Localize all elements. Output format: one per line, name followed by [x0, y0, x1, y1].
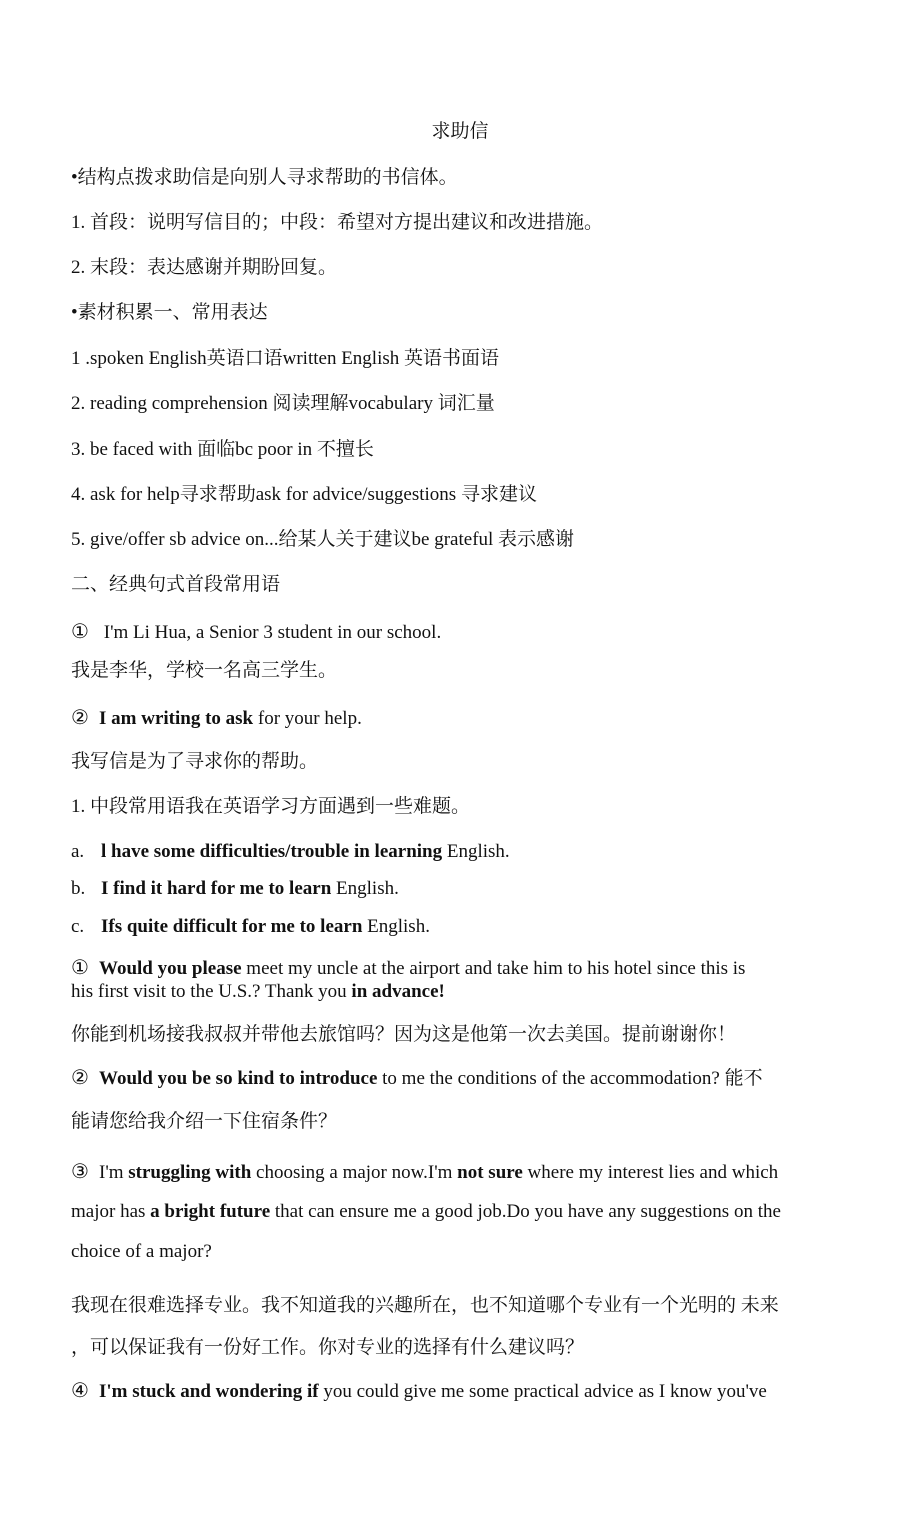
sentence-2-key-phrase: I am writing to ask	[99, 708, 254, 729]
paragraph-3-key-phrase-3: a bright future	[150, 1201, 271, 1222]
paragraph-4-rest: you could give me some practical advice as I know you've	[318, 1381, 767, 1402]
sentence-2	[71, 706, 362, 731]
paragraph-3-key-phrase-1: struggling with	[128, 1162, 252, 1183]
expression-item-1: 1 .spoken English英语口语written English 英语书面语	[71, 348, 500, 369]
option-c-key-phrase: Ifs quite difficult for me to learn	[101, 916, 363, 937]
option-c-label: c.	[71, 916, 85, 937]
paragraph-3-chinese-1: 我现在很难选择专业。我不知道我的兴趣所在，也不知道哪个专业有一个光明的 未来	[71, 1295, 779, 1316]
sentence-2-chinese: 我写信是为了寻求你的帮助。	[71, 751, 319, 772]
paragraph-3-line-1	[71, 1160, 778, 1185]
paragraph-3-text-e: that can ensure me a good job.Do you have any suggestions on the	[270, 1201, 781, 1222]
paragraph-3-key-phrase-2: not sure	[457, 1162, 523, 1183]
option-b	[71, 877, 399, 901]
sentence-2-rest: for your help.	[253, 708, 362, 729]
expression-item-2: 2. reading comprehension 阅读理解vocabulary 词汇量	[71, 393, 495, 414]
structure-heading: •结构点拨求助信是向别人寻求帮助的书信体。	[71, 167, 458, 188]
sentence-1	[71, 620, 441, 645]
paragraph-3-text-d: major has	[71, 1201, 151, 1222]
structure-item-2: 2. 末段：表达感谢并期盼回复。	[71, 257, 338, 278]
paragraph-3-text-a: I'm	[99, 1162, 129, 1183]
sentences-heading: 二、经典句式首段常用语	[71, 574, 281, 595]
paragraph-4-key-phrase: I'm stuck and wondering if	[99, 1381, 319, 1402]
circled-number-2b: ②	[71, 1067, 89, 1089]
option-a-label: a.	[71, 841, 85, 862]
paragraph-3-chinese-2: ，可以保证我有一份好工作。你对专业的选择有什么建议吗？	[71, 1337, 585, 1358]
expression-item-3: 3. be faced with 面临bc poor in 不擅长	[71, 439, 374, 460]
circled-number-3: ③	[71, 1161, 89, 1183]
paragraph-2-chinese: 能请您给我介绍一下住宿条件？	[71, 1111, 338, 1132]
circled-number-1b: ①	[71, 957, 89, 979]
expression-item-5: 5. give/offer sb advice on...给某人关于建议be grateful 表示感谢	[71, 529, 575, 550]
circled-number-4: ④	[71, 1380, 89, 1402]
option-b-key-phrase: I find it hard for me to learn	[101, 878, 332, 899]
option-a-key-phrase: l have some difficulties/trouble in learning	[101, 841, 443, 862]
paragraph-1-line-2-text: his first visit to the U.S.? Thank you	[71, 981, 352, 1002]
paragraph-1-rest: meet my uncle at the airport and take him to his hotel since this is	[241, 958, 746, 979]
option-b-rest: English.	[331, 878, 399, 899]
expression-item-4: 4. ask for help寻求帮助ask for advice/suggestions 寻求建议	[71, 484, 537, 505]
material-heading: •素材积累一、常用表达	[71, 302, 268, 323]
paragraph-2-key-phrase: Would you be so kind to introduce	[99, 1068, 378, 1089]
circled-number-1: ①	[71, 621, 89, 643]
paragraph-1-key-phrase: Would you please	[99, 958, 242, 979]
sentence-1-chinese: 我是李华，学校一名高三学生。	[71, 660, 338, 681]
paragraph-3-text-c: where my interest lies and which	[522, 1162, 779, 1183]
sentence-1-english: I'm Li Hua, a Senior 3 student in our school.	[103, 622, 442, 643]
option-b-label: b.	[71, 878, 86, 899]
paragraph-2-line-1	[71, 1066, 763, 1091]
paragraph-1-line-2	[71, 980, 445, 1004]
structure-item-1: 1. 首段：说明写信目的；中段：希望对方提出建议和改进措施。	[71, 212, 604, 233]
option-c-rest: English.	[362, 916, 430, 937]
paragraph-3-line-2	[71, 1200, 781, 1224]
option-a-rest: English.	[442, 841, 510, 862]
paragraph-1-chinese: 你能到机场接我叔叔并带他去旅馆吗？因为这是他第一次去美国。提前谢谢你！	[71, 1024, 737, 1045]
paragraph-2-rest: to me the conditions of the accommodation? 能不	[377, 1068, 763, 1089]
paragraph-1-key-phrase-2: in advance!	[351, 981, 445, 1002]
option-c	[71, 915, 430, 939]
option-a	[71, 840, 510, 864]
middle-heading: 1. 中段常用语我在英语学习方面遇到一些难题。	[71, 796, 471, 817]
page-title: 求助信	[431, 121, 489, 142]
paragraph-3-line-3: choice of a major?	[71, 1241, 212, 1262]
paragraph-4-line-1	[71, 1379, 767, 1404]
paragraph-1-line-1	[71, 956, 745, 981]
paragraph-3-text-b: choosing a major now.I'm	[251, 1162, 458, 1183]
circled-number-2: ②	[71, 707, 89, 729]
